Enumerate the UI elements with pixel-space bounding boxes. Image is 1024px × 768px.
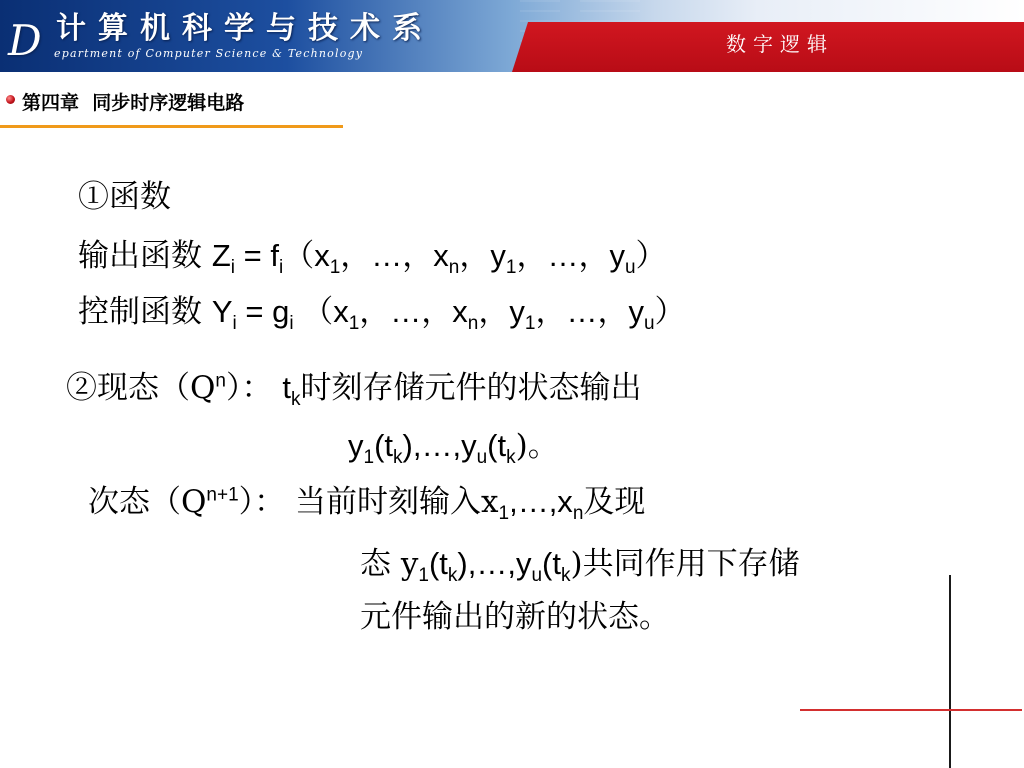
formula-text: (t (542, 546, 561, 581)
formula-text: ）： (238, 484, 296, 520)
formula-text: ),…,y (402, 428, 477, 463)
next-state-description: 当前时刻输入x (295, 484, 499, 520)
chapter-underline (0, 125, 343, 128)
chapter-title: 第四章 同步时序逻辑电路 (22, 92, 245, 114)
subscript: i (289, 313, 294, 335)
formula-text: ，y (478, 294, 525, 329)
subscript: k (393, 447, 403, 469)
present-state-line (66, 370, 642, 411)
next-state-line-2 (360, 546, 800, 587)
subscript: 1 (348, 313, 360, 335)
superscript: n+1 (206, 484, 239, 506)
subscript: k (447, 565, 458, 587)
next-state-line (88, 484, 646, 525)
department-name-cn: 计算机科学与技术系 (56, 11, 434, 46)
subscript: k (506, 447, 516, 469)
subscript: n (467, 313, 479, 335)
present-state-outputs-line (348, 428, 559, 469)
subscript: 1 (524, 313, 536, 335)
formula-text: )共同作用下存储 (570, 546, 800, 582)
subscript: 1 (329, 257, 341, 279)
subscript: 1 (418, 565, 429, 587)
formula-text: = f (235, 238, 279, 273)
header-banner (0, 0, 1024, 72)
subscript: u (476, 447, 488, 469)
subscript: 1 (505, 257, 517, 279)
subscript: k (290, 389, 301, 411)
output-function-line (78, 238, 667, 279)
output-function-label: 输出函数 (78, 238, 212, 274)
formula-text: 态 y (360, 546, 419, 582)
subscript: i (232, 313, 237, 335)
formula-text: ，…，x (359, 294, 468, 329)
course-title: 数字逻辑 (726, 32, 834, 56)
subscript: u (624, 257, 636, 279)
item-functions-heading: ①函数 (78, 179, 171, 215)
formula-text: ）： (226, 370, 283, 406)
formula-text: ,…,x (509, 484, 573, 519)
superscript: n (215, 370, 226, 392)
subscript: u (643, 313, 655, 335)
formula-text: (t (487, 428, 507, 463)
formula-text: ，…，y (535, 294, 644, 329)
next-state-line-3: 元件输出的新的状态。 (360, 599, 670, 635)
next-state-label: 次态（Q (88, 484, 207, 520)
formula-text: (t (374, 428, 394, 463)
subscript: k (560, 565, 571, 587)
formula-text: ） (635, 238, 667, 273)
formula-text: = g (236, 294, 290, 329)
formula-text: 及现 (583, 484, 646, 520)
formula-text: ，y (459, 238, 506, 273)
formula-text: ） (654, 294, 686, 329)
formula-text: (t (428, 546, 448, 581)
decorative-horizontal-line (800, 709, 1022, 711)
formula-text: y (348, 428, 364, 463)
formula-text: （x (283, 238, 330, 273)
control-function-line (78, 294, 686, 335)
formula-text: )。 (515, 428, 559, 464)
bullet-dot-icon (6, 95, 15, 104)
subscript: n (572, 503, 584, 525)
formula-text: Y (211, 294, 233, 329)
formula-text: ，…，y (516, 238, 625, 273)
formula-text: ，…，x (340, 238, 449, 273)
department-name-en: epartment of Computer Science & Technology (54, 47, 364, 60)
decorative-vertical-line (949, 575, 951, 768)
present-state-label: ②现态（Q (66, 370, 216, 406)
control-function-label: 控制函数 (78, 294, 212, 330)
subscript: 1 (363, 447, 375, 469)
subscript: n (448, 257, 460, 279)
present-state-description: 时刻存储元件的状态输出 (300, 370, 642, 406)
subscript: u (531, 565, 543, 587)
subscript: 1 (498, 503, 510, 525)
formula-text: （x (293, 294, 349, 329)
department-logo: D (8, 16, 42, 65)
subscript: i (230, 257, 236, 279)
formula-text: ),…,y (457, 546, 532, 581)
formula-text: Z (211, 238, 231, 273)
subscript: i (278, 257, 284, 279)
formula-text: t (282, 370, 291, 405)
